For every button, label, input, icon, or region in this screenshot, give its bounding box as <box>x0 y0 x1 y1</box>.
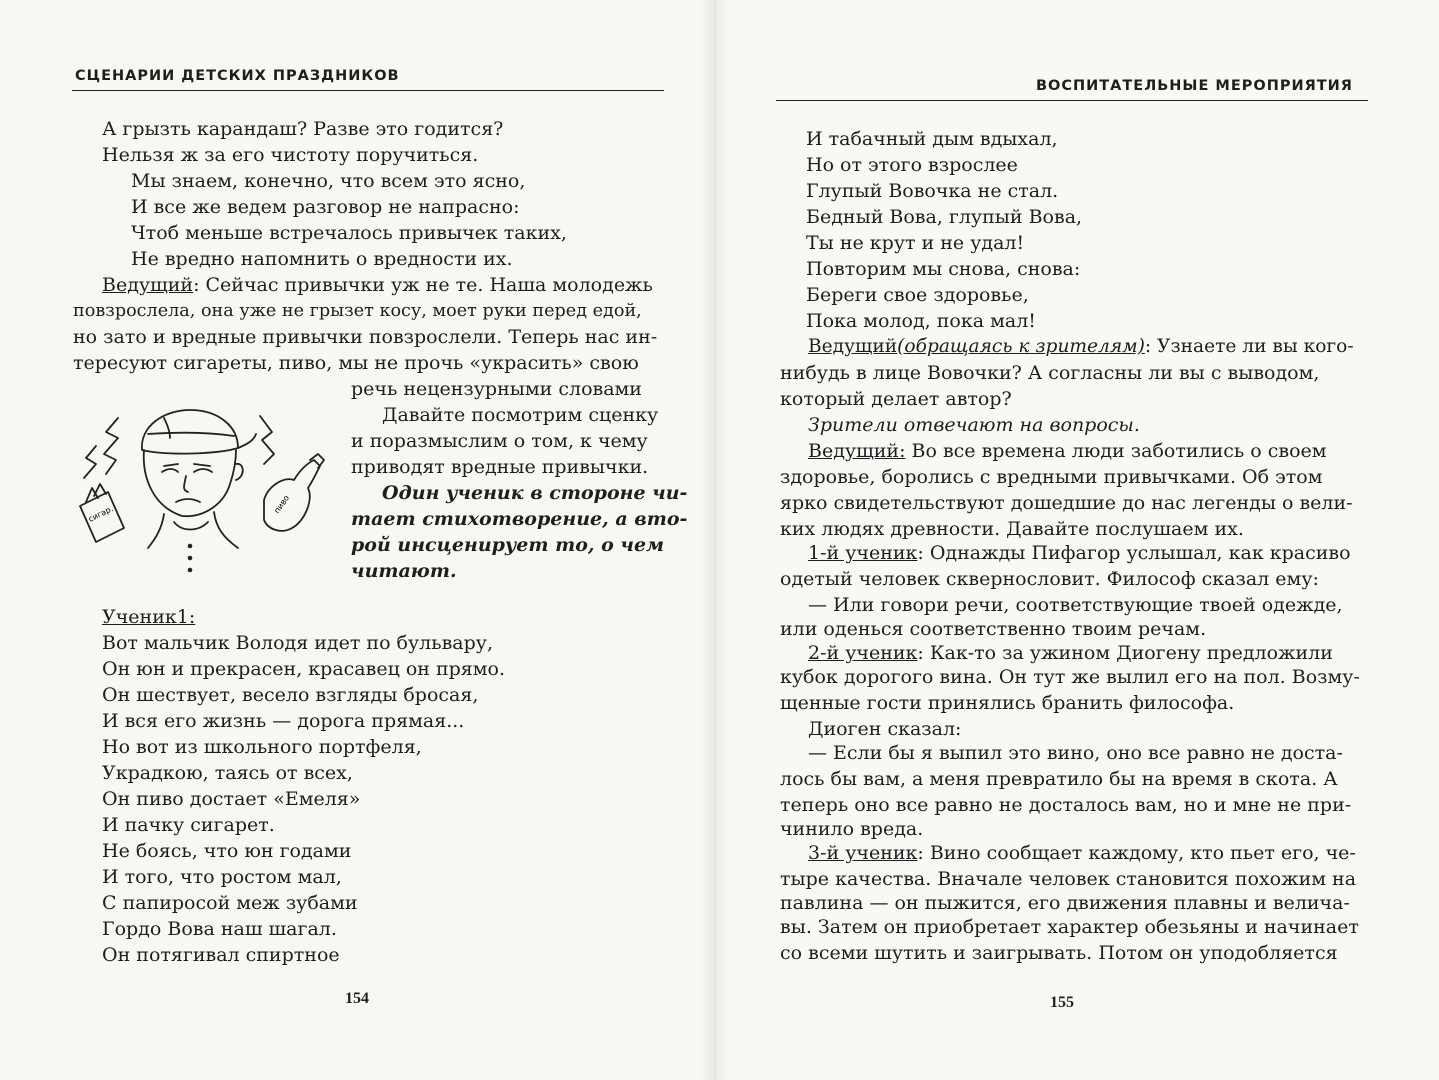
poem-line: И того, что ростом мал, <box>102 866 342 888</box>
poem-line: Вот мальчик Володя идет по бульвару, <box>102 632 493 654</box>
poem-line: С папиросой меж зубами <box>102 892 358 914</box>
poem-line: Он потягивал спиртное <box>102 944 340 966</box>
student-paragraph-line: 1-й ученик: Однажды Пифагор услышал, как красиво <box>808 542 1351 564</box>
verse-line: Чтоб меньше встречалось привычек таких, <box>131 222 567 244</box>
student-paragraph-line: 3-й ученик: Вино сообщает каждому, кто пьет его, че- <box>808 842 1356 864</box>
prose-line: который делает автор? <box>780 388 1012 410</box>
prose-line: или оденься соответственно твоим речам. <box>780 618 1207 640</box>
speaker-label-student1: 1-й ученик <box>808 542 918 564</box>
poem-line: Глупый Вовочка не стал. <box>806 180 1059 202</box>
verse-line: А грызть карандаш? Разве это годится? <box>102 118 504 140</box>
boy-illustration <box>78 388 328 578</box>
running-head-right: ВОСПИТАТЕЛЬНЫЕ МЕРОПРИЯТИЯ <box>1036 78 1353 94</box>
prose-line: вы. Затем он приобретает характер обезьяны и начинает <box>780 916 1359 938</box>
prose-line: лось бы вам, а меня превратило бы на время в скота. А <box>780 768 1338 790</box>
page-number-right: 155 <box>1050 994 1074 1011</box>
speaker-label-student3: 3-й ученик <box>808 842 918 864</box>
stage-direction-line: Один ученик в стороне чи- <box>382 482 688 504</box>
page-number-left: 154 <box>345 990 369 1007</box>
prose-line: ких людях древности. Давайте послушаем их. <box>780 518 1244 540</box>
poem-line: Бедный Вова, глупый Вова, <box>806 206 1083 228</box>
host-paragraph-line: Ведущий(обращаясь к зрителям): Узнаете ли вы кого- <box>808 336 1354 357</box>
prose-line: — Если бы я выпил это вино, оно все равно не доста- <box>808 742 1343 764</box>
stage-direction-line: Зрители отвечают на вопросы. <box>808 414 1140 436</box>
stage-direction-line: рой инсценирует то, о чем <box>351 534 665 556</box>
poem-line: И вся его жизнь — дорога прямая... <box>102 710 465 732</box>
poem-line: Он пиво достает «Емеля» <box>102 788 361 810</box>
book-gutter-shadow <box>700 0 730 1080</box>
prose-line: ярко свидетельствуют дошедшие до нас легенды о вели- <box>780 492 1353 514</box>
prose-line: нибудь в лице Вовочки? А согласны ли вы с выводом, <box>780 362 1320 384</box>
cigarette-pack-label: сигар. <box>86 504 115 524</box>
speaker-label-student1: Ученик1: <box>102 606 196 628</box>
poem-line: Украдкою, таясь от всех, <box>102 762 353 784</box>
header-rule-left <box>72 90 664 91</box>
prose-line: павлина — он пыжится, его движения плавны и велича- <box>780 892 1350 914</box>
poem-line: Но вот из школьного портфеля, <box>102 736 422 758</box>
poem-line: И табачный дым вдыхал, <box>806 128 1058 150</box>
host-paragraph-line: Ведущий: Во все времена люди заботились о своем <box>808 440 1327 462</box>
prose-line: Давайте посмотрим сценку <box>382 404 659 426</box>
stage-direction-line: читают. <box>351 560 457 582</box>
poem-line: Пока молод, пока мал! <box>806 310 1036 332</box>
verse-line: Нельзя ж за его чистоту поручиться. <box>102 144 479 166</box>
prose-line: но зато и вредные привычки повзрослели. Теперь нас ин- <box>73 326 658 348</box>
prose-line: чинило вреда. <box>780 818 924 840</box>
prose-line: приводят вредные привычки. <box>351 456 649 478</box>
prose-line: повзрослела, она уже не грызет косу, моет руки перед едой, <box>73 301 642 321</box>
poem-line: Но от этого взрослее <box>806 154 1018 176</box>
prose-line: тересуют сигареты, пиво, мы не прочь «украсить» свою <box>73 352 639 374</box>
bottle-label: пиво <box>272 493 292 516</box>
prose-line: со всеми шутить и заигрывать. Потом он уподобляется <box>780 942 1338 964</box>
prose-line: теперь оно все равно не досталось вам, но и мне не при- <box>780 794 1352 816</box>
stage-direction-line: тает стихотворение, а вто- <box>351 508 688 530</box>
verse-line: Мы знаем, конечно, что всем это ясно, <box>131 170 526 192</box>
host-label: Ведущий: <box>808 440 906 462</box>
prose-line: Диоген сказал: <box>808 718 962 740</box>
host-paragraph-line: Ведущий: Сейчас привычки уж не те. Наша молодежь <box>102 274 653 296</box>
student-paragraph-line: 2-й ученик: Как-то за ужином Диогену предложили <box>808 642 1333 664</box>
prose-line: тыре качества. Вначале человек становится похожим на <box>780 868 1357 890</box>
prose-line: — Или говори речи, соответствующие твоей одежде, <box>808 594 1343 616</box>
host-label: Ведущий <box>808 336 898 357</box>
prose-line: речь нецензурными словами <box>351 378 642 400</box>
poem-line: И пачку сигарет. <box>102 814 275 836</box>
poem-line: Ты не крут и не удал! <box>806 232 1025 254</box>
poem-line: Береги свое здоровье, <box>806 284 1029 306</box>
header-rule-right <box>776 100 1368 101</box>
poem-line: Гордо Вова наш шагал. <box>102 918 337 940</box>
prose-line: щенные гости принялись бранить философа. <box>780 692 1235 714</box>
poem-line: Повторим мы снова, снова: <box>806 258 1081 280</box>
speaker-label-student2: 2-й ученик <box>808 642 918 664</box>
prose-line: здоровье, боролись с вредными привычками. Об этом <box>780 466 1323 488</box>
verse-line: Не вредно напомнить о вредности их. <box>131 248 513 270</box>
verse-line: И все же ведем разговор не напрасно: <box>131 196 520 218</box>
poem-line: Не боясь, что юн годами <box>102 840 352 862</box>
running-head-left: СЦЕНАРИИ ДЕТСКИХ ПРАЗДНИКОВ <box>75 68 400 84</box>
poem-line: Он шествует, весело взгляды бросая, <box>102 684 479 706</box>
host-label: Ведущий <box>102 274 194 296</box>
prose-line: кубок дорогого вина. Он тут же вылил его на пол. Возму- <box>780 666 1360 688</box>
prose-line: и поразмыслим о том, к чему <box>351 430 648 452</box>
poem-line: Он юн и прекрасен, красавец он прямо. <box>102 658 506 680</box>
prose-line: одетый человек сквернословит. Философ сказал ему: <box>780 568 1319 590</box>
